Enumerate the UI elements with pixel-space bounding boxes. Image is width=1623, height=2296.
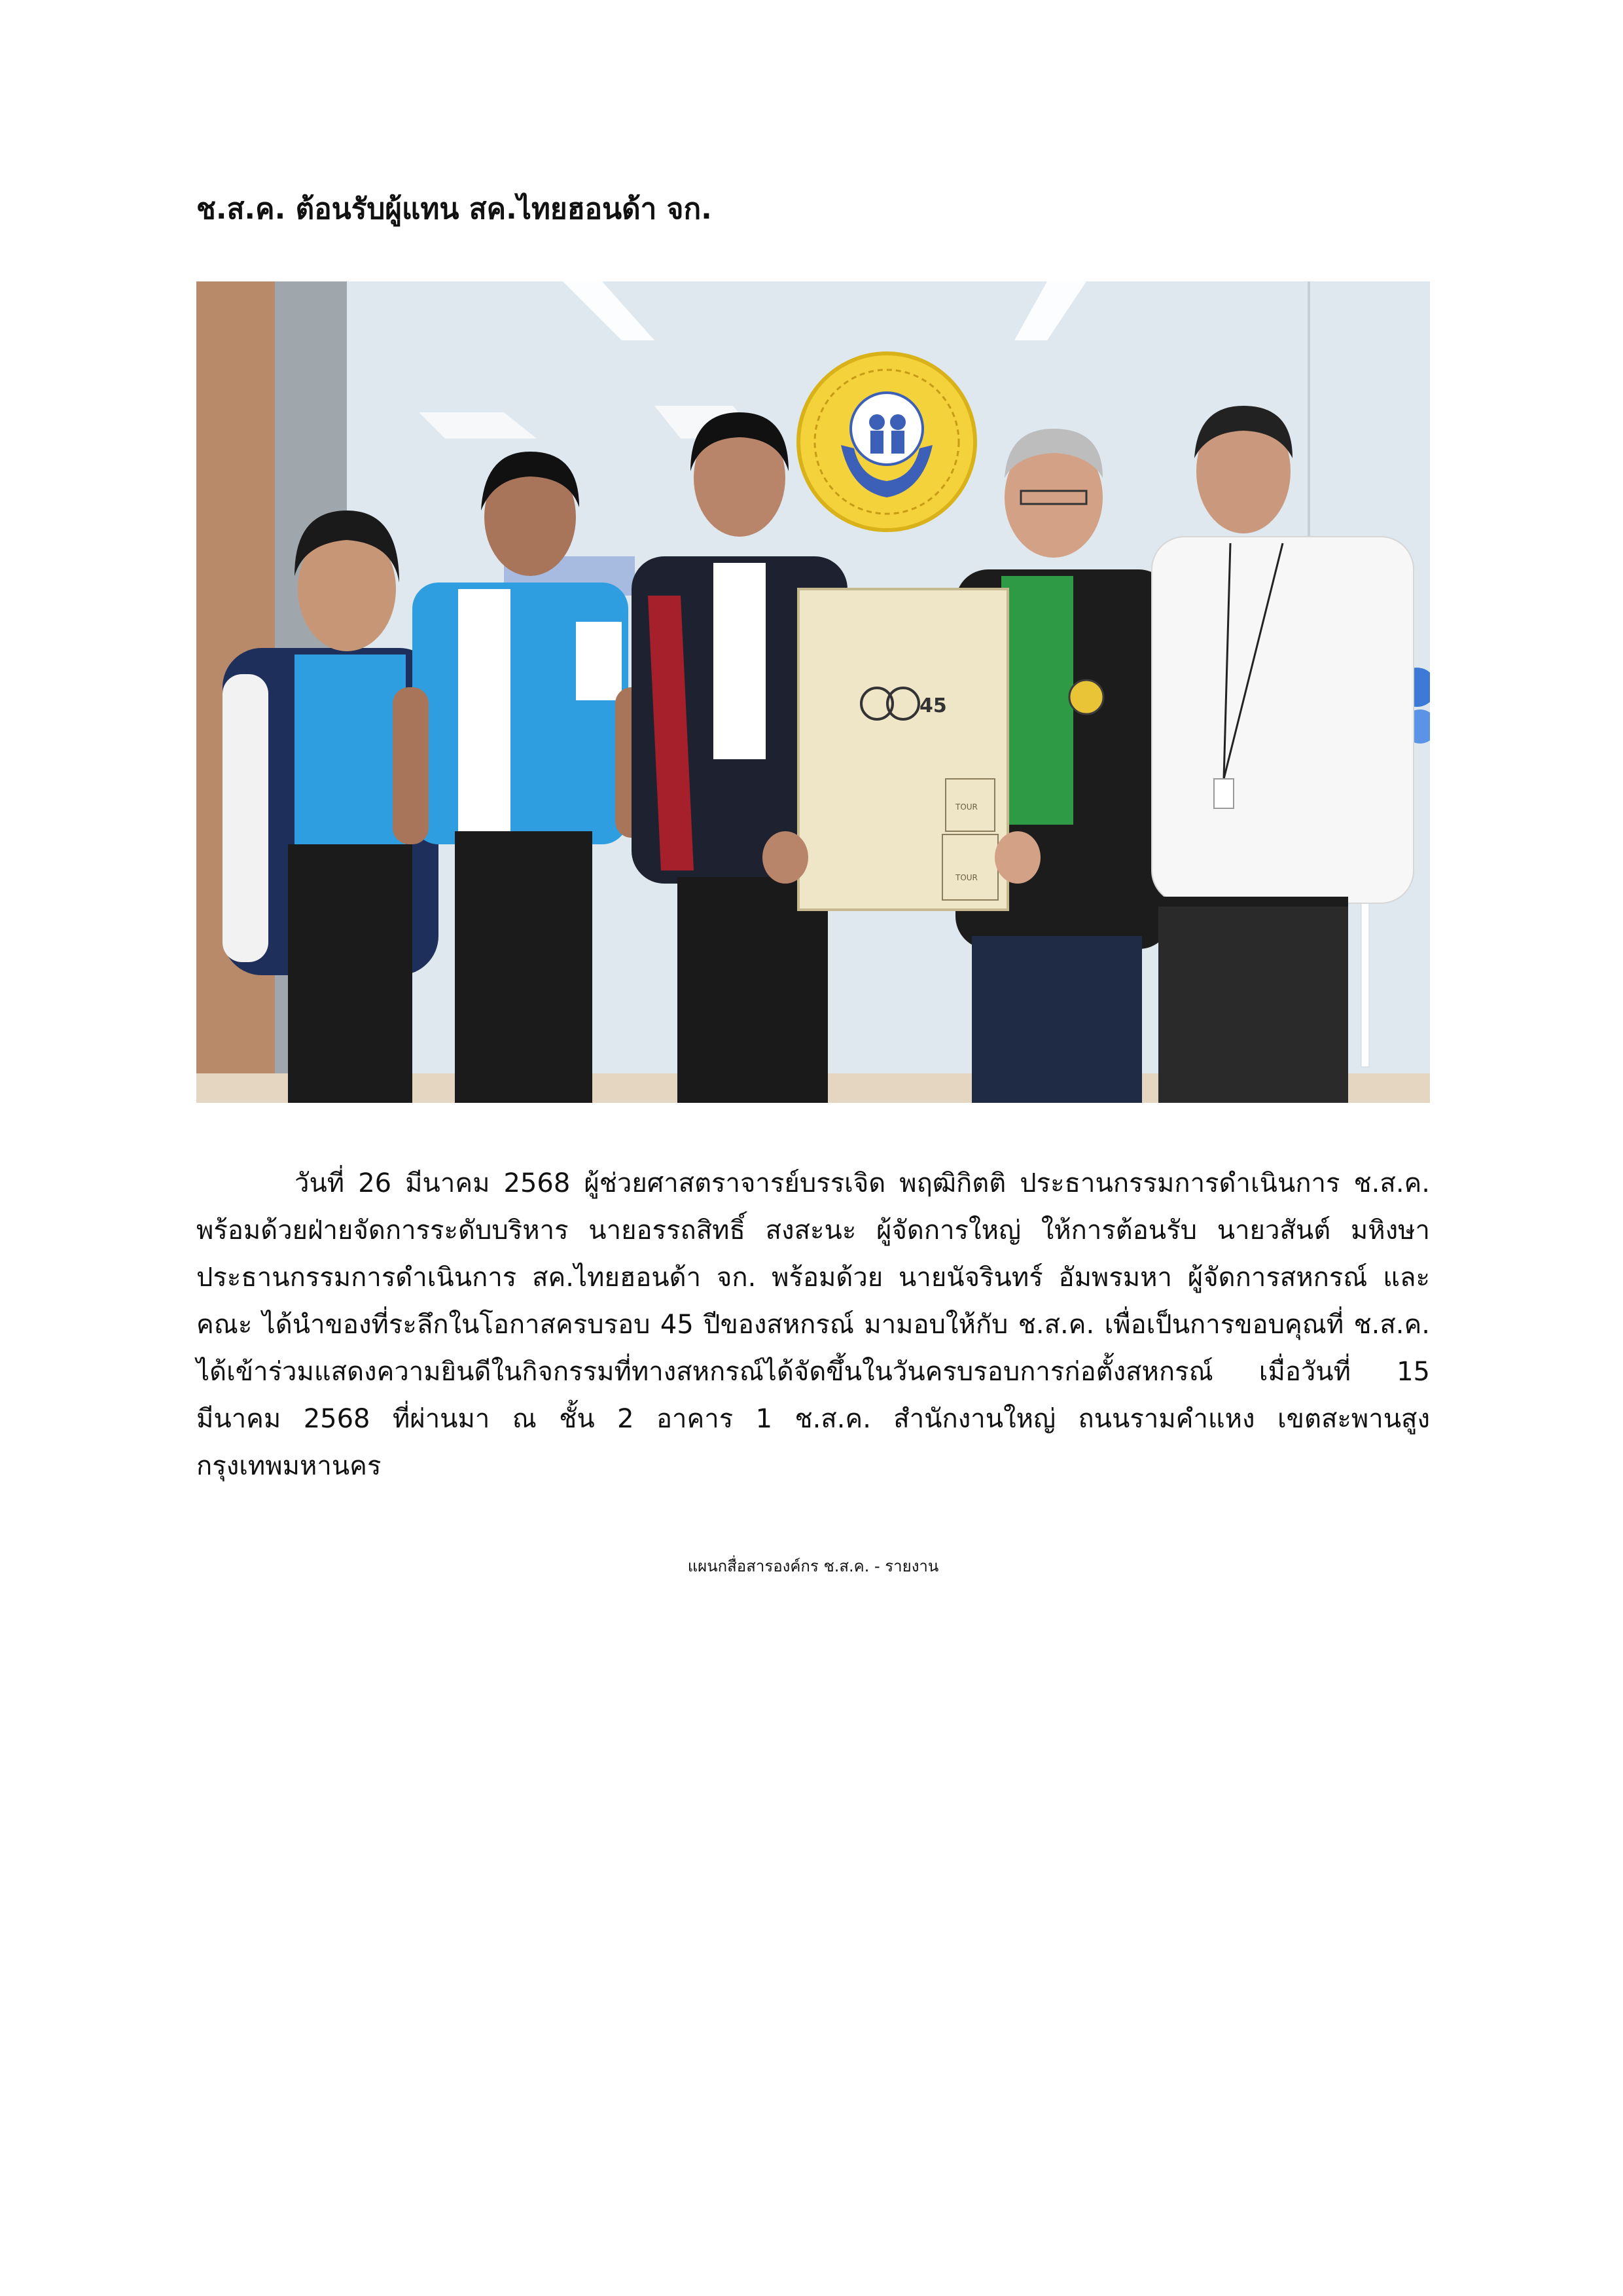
organization-emblem	[798, 353, 975, 530]
event-photo	[196, 281, 1430, 1103]
gift-box	[798, 589, 1008, 910]
report-credit: แผนกสื่อสารองค์กร ช.ส.ค. - รายงาน	[687, 1557, 939, 1575]
article-body	[196, 1160, 1430, 1490]
luggage-label-top: TOUR	[955, 802, 978, 812]
luggage-label-bottom: TOUR	[955, 873, 978, 882]
article-paragraph: วันที่ 26 มีนาคม 2568 ผู้ช่วยศาสตราจารย์บรรเจิด พฤฒิกิตติ ประธานกรรมการดำเนินการ ช.ส.ค. พร้อมด้วยฝ่ายจัดการระดับบริหาร นายอรรถสิทธิ์ สงสะนะ ผู้จัดการใหญ่ ให้การต้อนรับ นายวสันต์ มหิงษา ประธานกรรมการดำเนินการ สค.ไทยฮอนด้า จก. พร้อมด้วย นายนัจรินทร์ อัมพรมหา ผู้จัดการสหกรณ์ และคณะ ได้นำของที่ระลึกในโอกาสครบรอบ 45 ปีของสหกรณ์ มามอบให้กับ ช.ส.ค. เพื่อเป็นการขอบคุณที่ ช.ส.ค. ได้เข้าร่วมแสดงความยินดีในกิจกรรมที่ทางสหกรณ์ได้จัดขึ้นในวันครบรอบการก่อตั้งสหกรณ์ เมื่อวันที่ 15 มีนาคม 2568 ที่ผ่านมา ณ ชั้น 2 อาคาร 1 ช.ส.ค. สำนักงานใหญ่ ถนนรามคำแหง เขตสะพานสูง กรุงเทพมหานคร	[196, 1168, 1430, 1481]
box-logo-45: 45	[919, 694, 947, 717]
event-photo-illustration	[196, 281, 1430, 1103]
page-title: ช.ส.ค. ต้อนรับผู้แทน สค.ไทยฮอนด้า จก.	[196, 192, 712, 226]
